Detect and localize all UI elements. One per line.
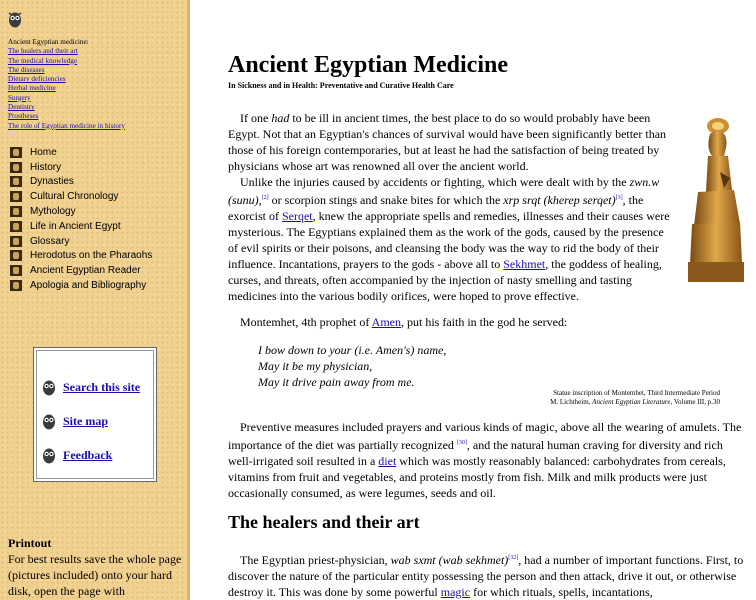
sitemap-tool — [42, 412, 108, 430]
hieroglyph-bullet-icon — [10, 147, 22, 158]
citation-line: Statue inscription of Montemhet, Third Intermediate Period — [553, 389, 720, 397]
text: to be ill in ancient times, the best place to do so would probably have been Egypt. Not that an Egyptian's chances of survival would have been significantly better than those of his foreign contemporaries, but at least he had the satisfaction of being treated by physicians whose art was renowned all over the ancient world. — [228, 111, 667, 173]
paragraph-healers — [228, 550, 746, 600]
text: , the goddess of healing, curses, and threats, often accompanied by the injection of nasty smelling and tasting medicines into the various bodily orifices, were hoped to prove effective. — [228, 257, 662, 303]
owl-logo-icon[interactable] — [8, 10, 22, 28]
nav-item-label: Cultural Chronology — [30, 191, 119, 203]
topic-link[interactable]: Dietary deficiencies — [8, 75, 66, 84]
hieroglyph-bullet-icon — [10, 206, 22, 217]
feedback-tool — [42, 446, 112, 464]
text: , the exorcist of — [228, 193, 644, 223]
printout-text: For best results save the whole page (pictures included) onto your hard disk, open the page with — [8, 552, 182, 598]
nav-item-cultural-chronology[interactable] — [10, 189, 185, 204]
feedback-link[interactable]: Feedback — [63, 447, 113, 462]
sekhmet-statue-image — [684, 112, 746, 284]
nav-item-apologia[interactable] — [10, 278, 185, 293]
magic-link[interactable]: magic — [440, 585, 471, 599]
nav-item-glossary[interactable] — [10, 234, 185, 249]
paragraph-causes — [228, 174, 673, 304]
diet-link[interactable]: diet — [378, 454, 397, 468]
text: , Volume III, p.30 — [670, 398, 720, 406]
text: Montemhet, 4th prophet of — [240, 315, 372, 329]
text: The Egyptian priest-physician, — [240, 553, 391, 567]
nav-item-mythology[interactable] — [10, 204, 185, 219]
paragraph-montemhet — [228, 314, 673, 330]
main-nav — [10, 145, 185, 293]
nav-item-reader[interactable] — [10, 263, 185, 278]
hieroglyph-bullet-icon — [10, 280, 22, 291]
sidebar — [0, 0, 190, 600]
nav-item-label: Life in Ancient Egypt — [30, 220, 121, 232]
emphasis: had — [271, 111, 290, 125]
site-map-link[interactable]: Site map — [63, 413, 108, 428]
text: , knew the appropriate spells and remedies, illnesses and their causes were mysterious. The Egyptians explained them as the work of the gods, caused by the presence of evil spirits or their poisons, and cleansing the body was the way to rid the body of their influence. Incantations, prayers to the gods - above all to — [228, 209, 670, 271]
nav-item-history[interactable] — [10, 160, 185, 175]
text: M. Lichtheim, — [550, 398, 593, 406]
paragraph-diet — [228, 419, 746, 501]
printout-title: Printout — [8, 536, 52, 550]
text: Preventive measures included prayers and various kinds of magic, above all the wearing of amulets. The importance of the diet was partially recognized — [228, 420, 742, 452]
quote-block — [258, 342, 446, 390]
emphasis: wab sxmt (wab sekhmet) — [390, 553, 509, 567]
serqet-link[interactable]: Serqet — [281, 209, 313, 223]
topic-link[interactable]: Dentistry — [8, 103, 35, 112]
tools-box — [33, 347, 157, 482]
topic-nav — [8, 38, 183, 131]
hieroglyph-bullet-icon — [10, 265, 22, 276]
text: which was mostly reasonably balanced: carbohydrates from cereals, vitamins from fruit and vegetables, and proteins mostly from fish. Milk and milk products were just occasionally consumed, as were legumes, seeds and oil. — [228, 454, 726, 500]
text: for which rituals, spells, incantations, — [470, 585, 653, 599]
amen-link[interactable]: Amen — [371, 315, 401, 329]
nav-item-label: History — [30, 161, 62, 173]
owl-icon[interactable] — [42, 412, 56, 430]
owl-icon[interactable] — [42, 446, 56, 464]
nav-item-label: Herodotus on the Pharaohs — [30, 250, 153, 262]
nav-item-label: Ancient Egyptian Reader — [30, 265, 141, 277]
citation-line — [550, 398, 720, 407]
quote-line: May it be my physician, — [258, 359, 373, 373]
quote-line: I bow down to your (i.e. Amen's) name, — [258, 343, 447, 357]
emphasis: xrp srqt (kherep serqet) — [503, 193, 616, 207]
footnote-ref[interactable]: [30] — [456, 440, 467, 446]
paragraph-intro — [228, 110, 668, 174]
hieroglyph-bullet-icon — [10, 250, 22, 261]
hieroglyph-bullet-icon — [10, 176, 22, 187]
search-site-link[interactable]: Search this site — [63, 379, 141, 394]
topic-link[interactable]: The diseases — [8, 65, 45, 74]
nav-item-label: Apologia and Bibliography — [30, 280, 147, 292]
owl-icon[interactable] — [42, 378, 56, 396]
topic-link[interactable]: Prostheses — [8, 112, 39, 121]
nav-item-label: Dynasties — [30, 176, 74, 188]
topic-link[interactable]: The healers and their art — [8, 47, 78, 56]
nav-item-herodotus[interactable] — [10, 249, 185, 264]
hieroglyph-bullet-icon — [10, 162, 22, 173]
printout-note — [8, 535, 186, 599]
section-heading: The healers and their art — [228, 512, 420, 532]
hieroglyph-bullet-icon — [10, 191, 22, 202]
hieroglyph-bullet-icon — [10, 221, 22, 232]
page-title: Ancient Egyptian Medicine — [228, 52, 508, 78]
topic-link[interactable]: Herbal medicine — [8, 84, 56, 93]
topic-nav-heading: Ancient Egyptian medicine: — [8, 38, 89, 46]
book-title: Ancient Egyptian Literature — [592, 398, 671, 406]
nav-item-dynasties[interactable] — [10, 175, 185, 190]
nav-item-label: Home — [30, 146, 57, 158]
text: If one — [240, 111, 272, 125]
text: Unlike the injuries caused by accidents or fighting, which were dealt with by the — [240, 175, 630, 189]
hieroglyph-bullet-icon — [10, 236, 22, 247]
text: or scorpion stings and snake bites for which the — [268, 193, 504, 207]
nav-item-label: Mythology — [30, 206, 76, 218]
nav-item-label: Glossary — [30, 235, 70, 247]
footnote-ref[interactable]: [3] — [615, 195, 623, 201]
footnote-ref[interactable]: [2] — [261, 195, 269, 201]
text: , had a number of important functions. First, to discover the nature of the particular entity possessing the person and then attack, drive it out, or otherwise destroy it. This was done by some powerful — [228, 553, 744, 599]
text: , put his faith in the god he served: — [400, 315, 568, 329]
nav-item-home[interactable] — [10, 145, 185, 160]
search-tool — [42, 378, 140, 396]
page-subtitle: In Sickness and in Health: Preventative and Curative Health Care — [228, 81, 454, 90]
topic-link[interactable]: The medical knowledge — [8, 56, 78, 65]
text: , and the natural human craving for diversity and rich well-irrigated soil resulted in a — [228, 438, 723, 468]
nav-item-life[interactable] — [10, 219, 185, 234]
quote-line: May it drive pain away from me. — [258, 375, 415, 389]
emphasis: zwn.w (sunu), — [228, 175, 660, 207]
topic-link[interactable]: Surgery — [8, 93, 31, 102]
quote-citation — [550, 389, 720, 407]
footnote-ref[interactable]: [32] — [508, 555, 519, 561]
topic-link[interactable]: The role of Egyptian medicine in history — [8, 121, 125, 130]
sekhmet-link[interactable]: Sekhmet — [503, 257, 546, 271]
